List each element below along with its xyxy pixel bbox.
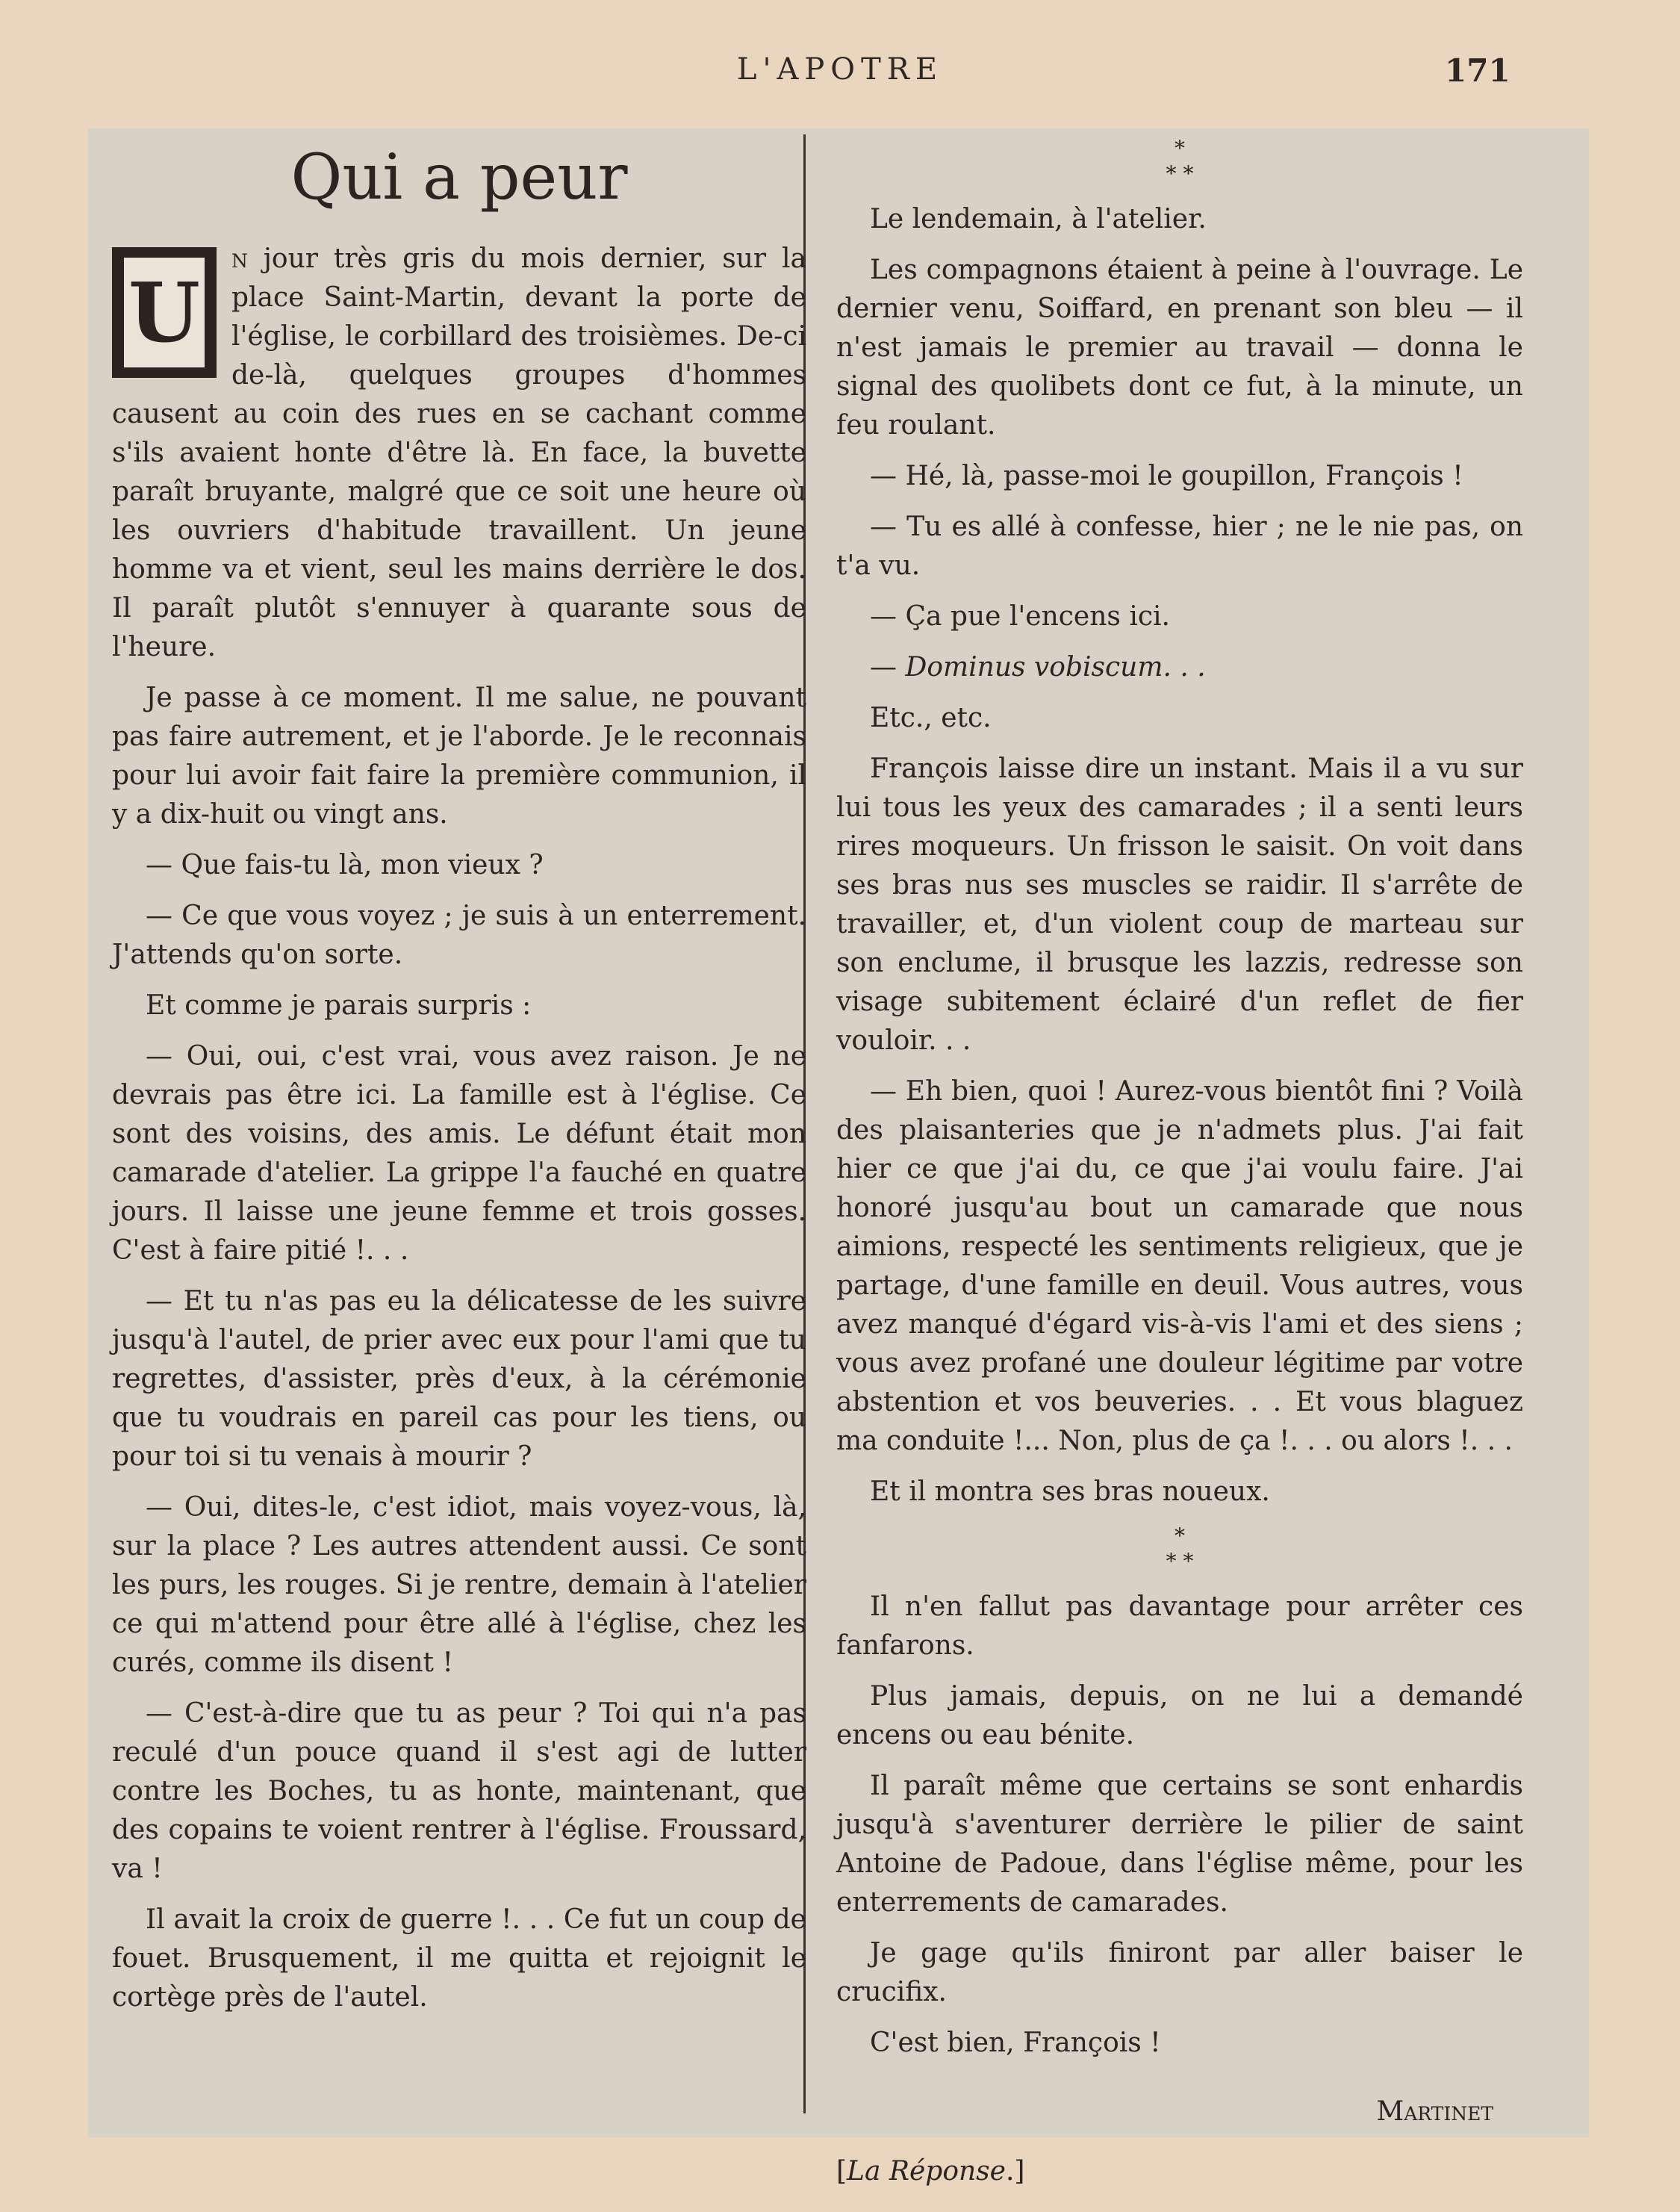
drop-cap-ornament — [112, 247, 217, 378]
section-break — [836, 1523, 1523, 1574]
lead-smallcaps: n — [231, 243, 248, 274]
latin-phrase: Dominus vobiscum. . . — [905, 652, 1206, 683]
source-open: [ — [836, 2156, 847, 2187]
paragraph: — Que fais-tu là, mon vieux ? — [146, 850, 544, 880]
lead-paragraph — [112, 240, 806, 667]
paragraph: Il avait la croix de guerre !. . . Ce fut un coup de fouet. Brusquement, il me quitta et rejoignit le cortège près de l'autel. — [112, 1904, 806, 2013]
paragraph: — Ça pue l'encens ici. — [870, 601, 1170, 632]
paragraph: — C'est-à-dire que tu as peur ? Toi qui n'a pas reculé d'un pouce quand il s'est agi de lutter contre les Boches, tu as honte, maintenant, que des copains te voient rentrer à l'église. Froussard, va ! — [112, 1698, 806, 1884]
source-close: .] — [1005, 2156, 1025, 2187]
article-title: Qui a peur — [290, 140, 628, 214]
asterism-bottom: * * — [1166, 161, 1194, 186]
paragraph: C'est bien, François ! — [870, 2028, 1161, 2058]
asterism-top: * — [1175, 1523, 1185, 1548]
asterism-top: * — [1175, 136, 1185, 161]
paragraph: François laisse dire un instant. Mais il a vu sur lui tous les yeux des camarades ; il a senti leurs rires moqueurs. Un frisson le saisit. On voit dans ses bras nus ses muscles se raidir. Il s'arrête de travailler, et, d'un violent coup de marteau sur son enclume, il brusque les lazzis, redresse son visage subitement éclairé d'un reflet de fier vouloir. . . — [836, 754, 1523, 1056]
source-name: La Réponse — [847, 2156, 1006, 2187]
source-citation — [836, 2152, 1523, 2191]
paragraph: — Oui, oui, c'est vrai, vous avez raison. Je ne devrais pas être ici. La famille est à l'église. Ce sont des voisins, des amis. Le défunt était mon camarade d'atelier. La grippe l'a fauché en quatre jours. Il laisse une jeune femme et trois gosses. C'est à faire pitié !. . . — [112, 1041, 806, 1266]
author-signature: Martinet — [1376, 2096, 1493, 2127]
lead-text: jour très gris du mois dernier, sur la place Saint-Martin, devant la porte de l'église, le corbillard des troisièmes. De-ci de-là, quelques groupes d'hommes causent au coin des rues en se cachant comme s'ils avaient honte d'être là. En face, la buvette paraît bruyante, malgré que ce soit une heure où les ouvriers d'habitude travaillent. Un jeune homme va et vient, seul les mains derrière le dos. Il paraît plutôt s'ennuyer à quarante sous de l'heure. — [112, 243, 806, 662]
drop-cap-letter: U — [124, 258, 205, 367]
right-column — [836, 127, 1523, 2191]
paragraph: — Oui, dites-le, c'est idiot, mais voyez-vous, là, sur la place ? Les autres attendent aussi. Ce sont les purs, les rouges. Si je rentre, demain à l'atelier ce qui m'attend pour être allé à l'église, chez les curés, comme ils disent ! — [112, 1492, 806, 1678]
paragraph: Il n'en fallut pas davantage pour arrêter ces fanfarons. — [836, 1591, 1523, 1661]
asterism-bottom: * * — [1166, 1549, 1194, 1573]
paragraph: Je passe à ce moment. Il me salue, ne pouvant pas faire autrement, et je l'aborde. Je le reconnais pour lui avoir fait faire la première communion, il y a dix-huit ou vingt ans. — [112, 683, 806, 830]
running-header: L'APOTRE — [736, 52, 944, 87]
left-column — [112, 138, 806, 2029]
paragraph: Les compagnons étaient à peine à l'ouvrage. Le dernier venu, Soiffard, en prenant son bleu — il n'est jamais le premier au travail — donna le signal des quolibets dont ce fut, à la minute, un feu roulant. — [836, 255, 1523, 441]
paragraph: — Hé, là, passe-moi le goupillon, François ! — [870, 461, 1463, 491]
paragraph: Etc., etc. — [870, 703, 992, 733]
paragraph: Je gage qu'ils finiront par aller baiser le crucifix. — [836, 1938, 1523, 2007]
paragraph: — Tu es allé à confesse, hier ; ne le nie pas, on t'a vu. — [836, 512, 1523, 581]
paragraph: — Ce que vous voyez ; je suis à un enterrement. J'attends qu'on sorte. — [112, 901, 806, 970]
dash: — — [870, 652, 906, 683]
paragraph: Et comme je parais surpris : — [146, 990, 532, 1021]
paragraph: Et il montra ses bras noueux. — [870, 1476, 1270, 1507]
page-number: 171 — [1445, 52, 1511, 89]
paragraph: Le lendemain, à l'atelier. — [870, 204, 1207, 234]
paragraph: — Et tu n'as pas eu la délicatesse de les suivre jusqu'à l'autel, de prier avec eux pour l'ami que tu regrettes, d'assister, près d'eux, à la cérémonie que tu voudrais en pareil cas pour les tiens, ou pour toi si tu venais à mourir ? — [112, 1286, 806, 1472]
section-break — [836, 136, 1523, 187]
paragraph: Il paraît même que certains se sont enhardis jusqu'à s'aventurer derrière le pilier de saint Antoine de Padoue, dans l'église même, pour les enterrements de camarades. — [836, 1771, 1523, 1918]
paragraph: — Eh bien, quoi ! Aurez-vous bientôt fini ? Voilà des plaisanteries que je n'admets plus. J'ai fait hier ce que j'ai du, ce que j'ai voulu faire. J'ai honoré jusqu'au bout un camarade que nous aimions, respecté les sentiments religieux, que je partage, d'une famille en deuil. Vous autres, vous avez manqué d'égard vis-à-vis l'ami et des siens ; vous avez profané une douleur légitime par votre abstention et vos beuveries. . . Et vous blaguez ma conduite !... Non, plus de ça !. . . ou alors !. . . — [836, 1076, 1523, 1456]
paragraph-latin — [836, 648, 1523, 687]
paragraph: Plus jamais, depuis, on ne lui a demandé encens ou eau bénite. — [836, 1681, 1523, 1750]
